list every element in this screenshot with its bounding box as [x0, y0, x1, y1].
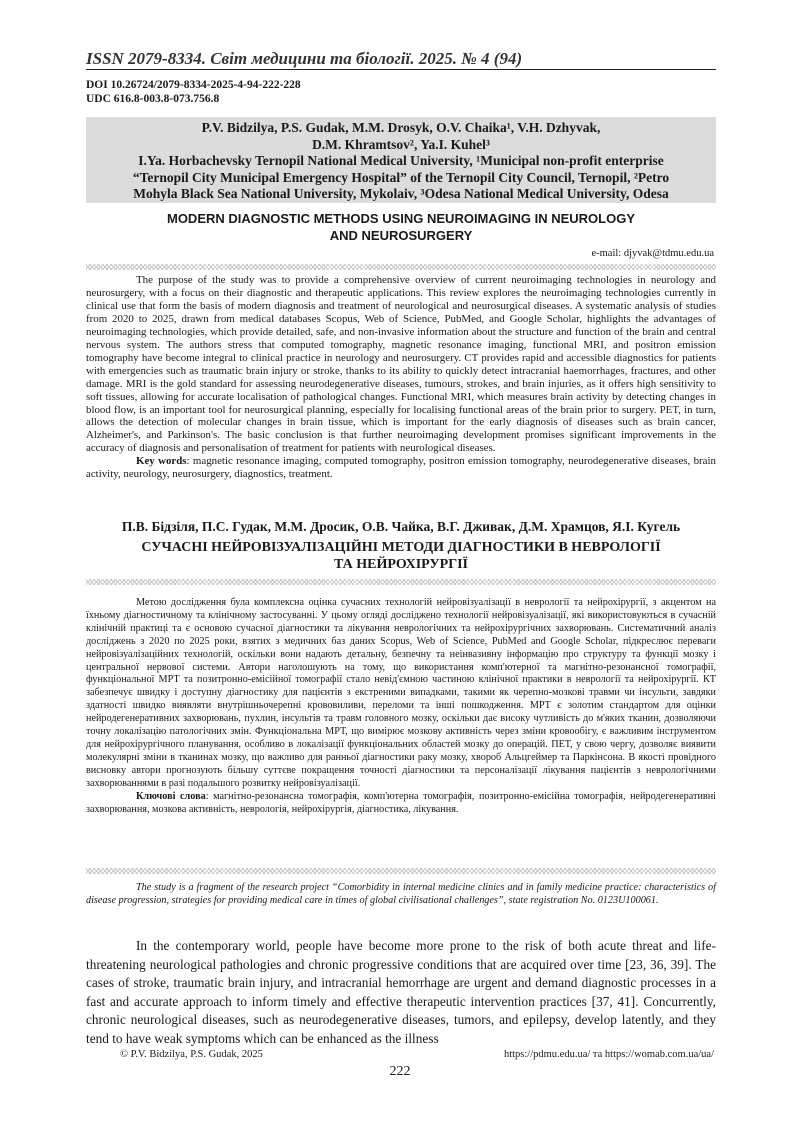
- abstract-en: [86, 274, 716, 481]
- article-title-en: [86, 210, 716, 244]
- abstract-en-text: The purpose of the study was to provide a comprehensive overview of current neuroimaging technologies in neurology and neurosurgery, with a focus on their diagnostic and therapeutic applications. This review explores the neuroimaging technologies currently in clinical use that form the basis of modern diagnosis and treatment of neurological and neurosurgical diseases. A systematic analysis of studies from 2020 to 2025, drawn from medical databases Scopus, Web of Science, PubMed, and Google Scholar, highlights the advantages of neuroimaging technologies, which provide detailed, safe, and non-invasive information about the structure and function of the brain and central nervous system. The authors stress that computed tomography, magnetic resonance imaging, functional MRI, and positron emission tomography have become integral to clinical practice in neurology and neurosurgery. CT provides rapid and accessible diagnostics for patients with emergencies such as traumatic brain injury or stroke, thanks to its ability to quickly detect intracranial haemorrhages, fractures, and other damage. MRI is the gold standard for assessing neurodegenerative diseases, tumours, strokes, and brain injuries, as it offers high sensitivity to soft tissues, allowing for accurate localisation of pathological changes. Functional MRI, which measures brain activity by detecting changes in blood flow, is an important tool for neurosurgical planning, especially for localising functional areas of the brain prior to surgery. PET, in turn, allows the detection of molecular changes in brain tissue, which is important for the early diagnosis of diseases such as brain cancer, Alzheimer's, and Parkinson's. The basic conclusion is that further neuroimaging development promises significant improvements in the accuracy of diagnosis and personalisation of treatment for patients with neurological diseases.: [86, 274, 716, 455]
- divider-wave: [86, 579, 716, 585]
- keywords-en-text: : magnetic resonance imaging, computed tomography, positron emission tomography, neurodegenerative diseases, brain activity, neurology, neurosurgery, diagnostics, treatment.: [86, 455, 716, 481]
- abstract-ua-text: Метою дослідження була комплексна оцінка сучасних технологій нейровізуалізації в неврології та нейрохірургії, з акцентом на їхньому діагностичному та клінічному застосуванні. У цьому огляді досліджено технології нейровізуалізації, які використовуються в сучасній клінічній практиці та є основою сучасної діагностики та лікування неврологічних та нейрохірургічних захворювань. Систематичний аналіз досліджень з 2020 по 2025 роки, взятих з медичних баз даних Scopus, Web of Science, PubMed and Google Scholar, підкреслює переваги нейровізуалізаційних технологій, оскільки вони надають детальну, безпечну та неінвазивну інформацію про структуру та функції мозку і центральної нервової системи. Автори наголошують на тому, що використання комп'ютерної та магнітно-резонансної томографії, функціональної МРТ та позитронно-емісійної томографії стало невід'ємною частиною клінічної практики в неврології та нейрохірургії. КТ забезпечує швидку і доступну діагностику для пацієнтів з екстреними випадками, такими як черепно-мозкові травми чи інсульти, завдяки здатності швидко виявляти внутрішньочерепні крововиливи, переломи та інші пошкодження. МРТ є золотим стандартом для оцінки нейродегенеративних захворювань, пухлин, інсультів та травм головного мозку, оскільки дає високу чутливість до м'яких тканин, дозволяючи точну локалізацію патологічних змін. Функціональна МРТ, що вимірює мозкову активність через зміни кровообігу, є важливим інструментом для нейрохірургічного планування, особливо в локалізації функціональних областей мозку до операцій. ПЕТ, у свою чергу, дозволяє виявити молекулярні зміни в тканинах мозку, що важливо для ранньої діагностики раку мозку, хвороб Альцгеймер та Паркінсона. В якості провідного висновку автори прогнозують більшу суттєве покращення точності діагностики та персоналізації лікування пацієнтів з неврологічними захворюваннями в разі подальшого розвитку нейровізуалізації.: [86, 597, 716, 789]
- divider-wave: [86, 868, 716, 874]
- title-en-line-1: MODERN DIAGNOSTIC METHODS USING NEUROIMAGING IN NEUROLOGY: [166, 211, 635, 226]
- authors-ua: П.В. Бідзіля, П.С. Гудак, М.М. Дросик, О.В. Чайка, В.Г. Дживак, Д.М. Храмцов, Я.І. Кугель: [121, 519, 681, 534]
- affiliation-line-2: “Ternopil City Municipal Emergency Hospital” of the Ternopil City Council, Ternopil, ²Petro: [132, 169, 670, 185]
- title-en-line-2: AND NEUROSURGERY: [329, 228, 473, 243]
- abstract-ua: [86, 597, 716, 816]
- article-title-ua: [86, 539, 716, 573]
- title-ua-line-1: СУЧАСНІ НЕЙРОВІЗУАЛІЗАЦІЙНІ МЕТОДИ ДІАГНОСТИКИ В НЕВРОЛОГІЇ: [141, 540, 661, 555]
- keywords-en-label: Key words: [136, 455, 187, 468]
- affiliation-line-1: I.Ya. Horbachevsky Ternopil National Medical University, ¹Municipal non-profit enterprise: [138, 153, 664, 168]
- title-ua-line-2: ТА НЕЙРОХІРУРГІЇ: [333, 557, 469, 572]
- project-note: [86, 881, 716, 907]
- udc-line: UDC 616.8-003.8-073.756.8: [86, 93, 220, 105]
- keywords-en: [86, 455, 716, 481]
- footer-copyright: © P.V. Bidzilya, P.S. Gudak, 2025: [120, 1049, 263, 1060]
- authors-affiliations-box: [86, 117, 716, 203]
- header-rule: [86, 69, 716, 70]
- authors-line-1: P.V. Bidzilya, P.S. Gudak, M.M. Drosyk, O.V. Chaika¹, V.H. Dzhyvak,: [201, 120, 601, 135]
- divider-wave: [86, 264, 716, 270]
- contact-email: e-mail: djyvak@tdmu.edu.ua: [591, 248, 714, 259]
- main-body-text: [86, 937, 716, 1049]
- journal-header: ISSN 2079-8334. Світ медицини та біології. 2025. № 4 (94): [86, 49, 523, 68]
- project-note-text: The study is a fragment of the research project “Comorbidity in internal medicine clinics and in family medicine practice: characteristics of disease progression, strategies for providing medical care in times of global civilisational challenges”, state registration No. 0123U100061.: [86, 882, 716, 906]
- keywords-ua: [86, 791, 716, 817]
- affiliation-line-3: Mohyla Black Sea National University, Mykolaiv, ³Odesa National Medical University, Odesa: [133, 186, 669, 201]
- page-number: 222: [389, 1064, 411, 1079]
- body-paragraph: In the contemporary world, people have become more prone to the risk of both acute threat and life-threatening neurological pathologies and chronic progressive conditions that are acquired over time [23, 36, 39]. The cases of stroke, traumatic brain injury, and intracranial hemorrhage are urgent and demand diagnostic processes in a fast and accurate approach to inform timely and effective therapeutic intervention practices [37, 41]. Concurrently, chronic neurological diseases, such as neurodegenerative diseases, tumors, and epilepsy, develop latently, and they tend to have weak symptoms which can be enhanced as the illness: [86, 938, 716, 1046]
- keywords-ua-label: Ключові слова: [136, 790, 206, 802]
- authors-line-2: D.M. Khramtsov², Ya.I. Kuhel³: [312, 136, 490, 152]
- footer-links: https://pdmu.edu.ua/ та https://womab.com.ua/ua/: [503, 1049, 714, 1060]
- keywords-ua-text: : магнітно-резонансна томографія, комп'ютерна томографія, позитронно-емісійна томографія, нейродегенеративні захворювання, мозкова активність, неврологія, нейрохірургія, діагностика, лікування.: [86, 790, 716, 815]
- doi-line: DOI 10.26724/2079-8334-2025-4-94-222-228: [86, 79, 301, 91]
- article-identifiers: [86, 78, 301, 106]
